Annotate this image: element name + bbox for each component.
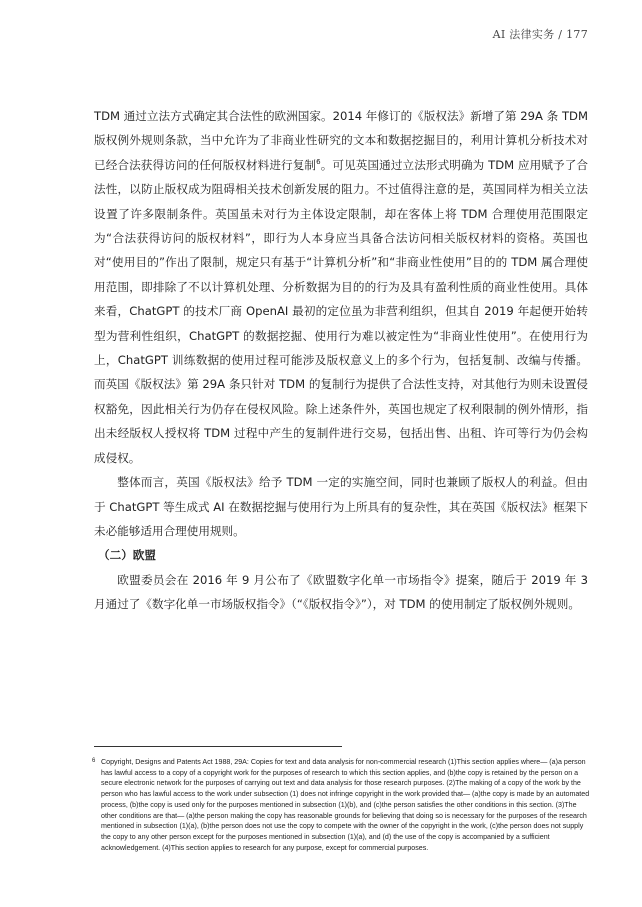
- footnote-mark: 6: [92, 758, 96, 764]
- footnote-text: Copyright, Designs and Patents Act 1988, 29A: Copies for text and data analysis for non-commercial research (1)This section applies where— (a)a person has lawful access to a copy of a copyright work for the purposes of research to which this section applies, and (b)the copy is retained by the person on a secure electronic network for the purposes of carrying out text and data analysis for those research purposes. (2)The making of a copy of the work by the person who has lawful access to the work under subsection (1) does not infringe copyright in the work provided that— (a)the copy is made by an automated process, (b)the copy is used only for the purposes mentioned in subsection (1)(b), and (c)the person satisfies the other conditions in this section. (3)The other conditions are that— (a)the person making the copy has reasonable grounds for believing that doing so is necessary for the purposes of the research mentioned in subsection (1)(a), (b)the person does not use the copy to compete with the owner of the copyright in the work, (c)the person does not supply the copy to any other person except for the purposes mentioned in subsection (1)(a), and (d) the use of the copy is accompanied by a sufficient acknowledgement. (4)This section applies to research for any purpose, except for commercial purposes.: [101, 758, 590, 852]
- paragraph-summary: 整体而言，英国《版权法》给予 TDM 一定的实施空间，同时也兼顾了版权人的利益。但由于 ChatGPT 等生成式 AI 在数据挖掘与使用行为上所具有的复杂性，其在英国《版权法》框架下未必能够适用合理使用规则。: [94, 475, 588, 538]
- paragraph-text: TDM 通过立法方式确定其合法性的欧洲国家。2014 年修订的《版权法》新增了第 29A 条 TDM 版权例外规则条款，当中允许为了非商业性研究的文本和数据挖掘目的，利用计算机分析技术对已经合法获得访问的任何版权材料进行复制: [94, 109, 588, 172]
- paragraph-text: 。可见英国通过立法形式明确为 TDM 应用赋予了合法性，以防止版权成为阻碍相关技术创新发展的阻力。不过值得注意的是，英国同样为相关立法设置了许多限制条件。英国虽未对行为主体设定限制，却在客体上将 TDM 合理使用范围限定为“合法获得访问的版权材料”，即行为人本身应当具备合法访问相关版权材料的资格。英国也对“使用目的”作出了限制，规定只有基于“计算机分析”和“非商业性使用”目的的 TDM 属合理使用范围，即排除了不以计算机处理、分析数据为目的的行为及具有盈利性质的商业性使用。具体来看，ChatGPT 的技术厂商 OpenAI 最初的定位虽为非营利组织，但其自 2019 年起便开始转型为营利性组织，ChatGPT 的数据挖掘、使用行为难以被定性为“非商业性使用”。在使用行为上，ChatGPT 训练数据的使用过程可能涉及版权意义上的多个行为，包括复制、改编与传播。而英国《版权法》第 29A 条只针对 TDM 的复制行为提供了合法性支持，对其他行为则未设置侵权豁免，因此相关行为仍存在侵权风险。除上述条件外，英国也规定了权利限制的例外情形，指出未经版权人授权将 TDM 过程中产生的复制件进行交易，包括出售、出租、许可等行为仍会构成侵权。: [94, 157, 588, 465]
- paragraph-eu-directive: 欧盟委员会在 2016 年 9 月公布了《欧盟数字化单一市场指令》提案，随后于 2019 年 3 月通过了《数字化单一市场版权指令》（“《版权指令》”），对 TDM 的使用制定了版权例外规则。: [94, 572, 588, 612]
- footnote-divider: [94, 746, 342, 747]
- footnote-reference[interactable]: 6: [316, 157, 321, 166]
- section-heading-eu: （二）欧盟: [98, 548, 156, 563]
- running-header: AI 法律实务 / 177: [492, 28, 588, 41]
- paragraph-uk-tdm: [94, 104, 588, 470]
- main-text: [94, 104, 588, 617]
- footnote: [92, 757, 590, 853]
